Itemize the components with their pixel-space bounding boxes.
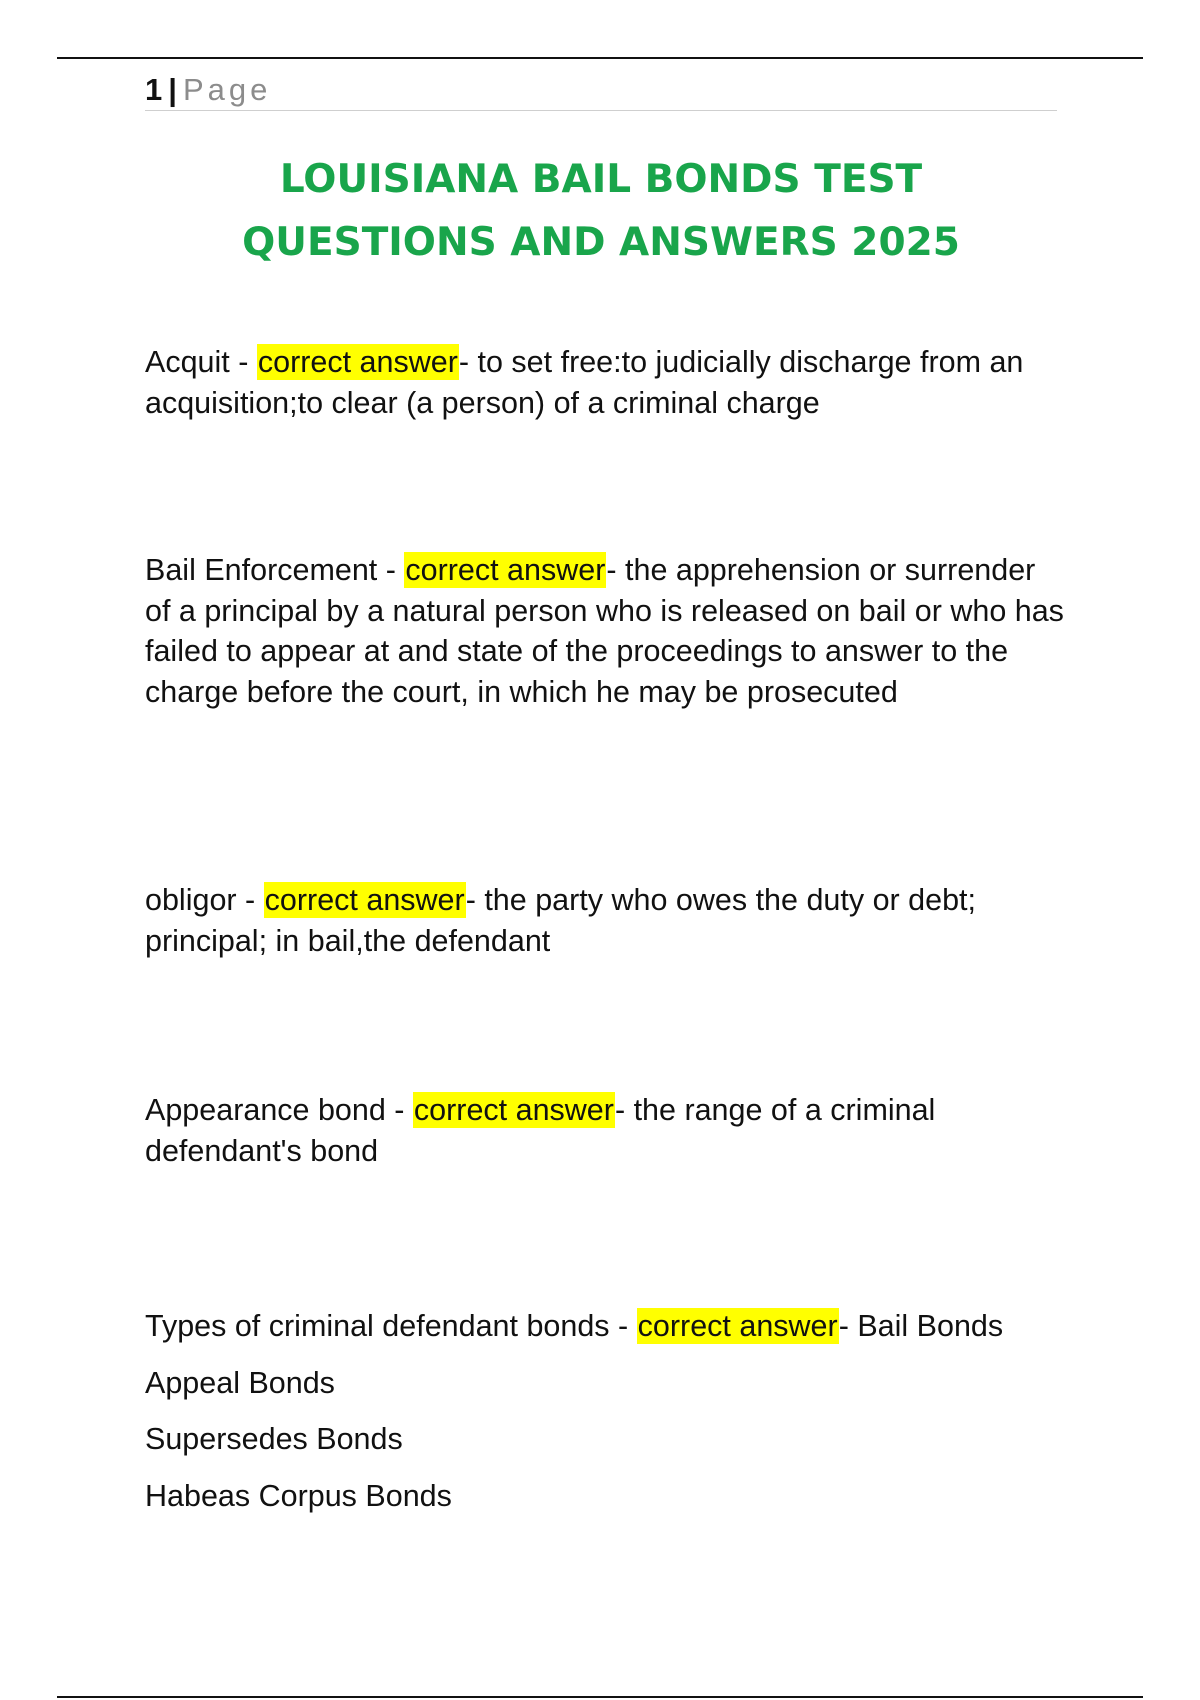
entry-term: obligor -	[145, 883, 264, 917]
entry-term: Bail Enforcement -	[145, 553, 405, 587]
entry-definition: - the party who owes the duty or debt; principal; in bail,the defendant	[145, 883, 976, 958]
document-title	[145, 148, 1057, 274]
qa-entry-appearance-bond	[145, 1090, 1065, 1171]
page-number: 1	[145, 72, 163, 107]
entry-definition: - Bail Bonds	[838, 1309, 1004, 1343]
entry-first-line	[145, 1298, 1065, 1355]
correct-answer-highlight: correct answer	[264, 883, 465, 917]
top-rule	[57, 57, 1143, 59]
bond-type-supersedes: Supersedes Bonds	[145, 1422, 403, 1456]
correct-answer-highlight: correct answer	[257, 345, 458, 379]
entry-definition: - the range of a criminal defendant's bond	[145, 1093, 936, 1168]
entry-term: Appearance bond -	[145, 1093, 413, 1127]
qa-entry-bail-enforcement	[145, 550, 1065, 712]
entry-term: Acquit -	[145, 345, 257, 379]
qa-entry-obligor	[145, 880, 1065, 961]
correct-answer-highlight: correct answer	[413, 1093, 614, 1127]
entry-definition: - to set free:to judicially discharge from an acquisition;to clear (a person) of a criminal charge	[145, 345, 1024, 420]
entry-term: Types of criminal defendant bonds -	[145, 1309, 637, 1343]
page-header	[145, 70, 1057, 111]
correct-answer-highlight: correct answer	[405, 553, 606, 587]
qa-entry-acquit	[145, 342, 1065, 423]
page-separator: |	[168, 72, 177, 107]
entry-definition: - the apprehension or surrender of a principal by a natural person who is released on bail or who has failed to appear at and state of the proceedings to answer to the charge before the court, in which he may be prosecuted	[145, 553, 1064, 709]
page-label: Page	[182, 72, 272, 107]
title-line-2: QUESTIONS AND ANSWERS 2025	[242, 220, 960, 265]
bond-type-habeas-corpus: Habeas Corpus Bonds	[145, 1478, 452, 1513]
bond-type-appeal: Appeal Bonds	[145, 1365, 335, 1400]
correct-answer-highlight: correct answer	[637, 1309, 838, 1343]
bottom-rule	[57, 1696, 1143, 1698]
qa-entry-types-of-bonds	[145, 1298, 1065, 1524]
title-line-1: LOUISIANA BAIL BONDS TEST	[279, 157, 923, 202]
